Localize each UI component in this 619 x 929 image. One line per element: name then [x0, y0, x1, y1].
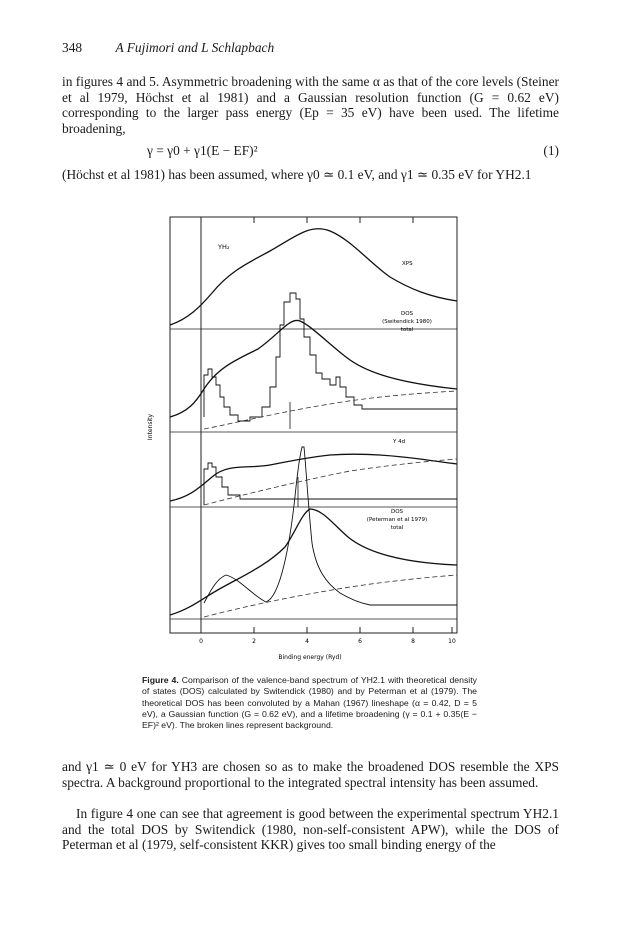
- x-tick-6: 6: [358, 638, 362, 645]
- y4d-histogram: [204, 463, 457, 505]
- paragraph-3: and γ1 ≃ 0 eV for YH3 are chosen so as to make the broadened DOS resemble the XPS spectra. A background proportional to the integrated spectral intensity has been assumed.: [62, 759, 559, 790]
- x-tick-0: 0: [199, 638, 203, 645]
- paragraph-1: in figures 4 and 5. Asymmetric broadening with the same α as that of the core levels (Steiner et al 1979, Höchst et al 1981) and a Gaussian resolution function (G = 0.62 eV) corresponding to the larger pass energy (Ep = 35 eV) have been used. The lifetime broadening,: [62, 74, 559, 136]
- paragraph-4: In figure 4 one can see that agreement is good between the experimental spectrum YH2.1 and the total DOS by Switendick (1980, non-self-consistent APW), while the DOS of Peterman et al (1979, self-consistent KKR) gives too small binding energy of the: [62, 806, 559, 853]
- equation-1: [62, 143, 559, 159]
- x-tick-2: 2: [252, 638, 256, 645]
- running-authors: A Fujimori and L Schlapbach: [115, 40, 275, 55]
- x-tick-4: 4: [305, 638, 309, 645]
- label-y4d: Y 4d: [393, 439, 406, 445]
- figure-caption: [142, 675, 477, 731]
- label-xps: XPS: [402, 261, 413, 267]
- caption-text: Comparison of the valence-band spectrum of YH2.1 with theoretical density of states (DOS) calculated by Switendick (1980) and by Peterman et al (1979). The theoretical DOS has been convoluted by a Mahan (1967) lineshape (α = 0.42, D = 5 eV), a Gaussian function (G = 0.62 eV), and a lifetime broadening (γ = 0.1 + 0.35(E − EF)² eV). The broken lines represent background.: [142, 675, 477, 731]
- x-axis-label: Binding energy (Ryd): [278, 654, 342, 661]
- top-ticks: [201, 217, 413, 223]
- y-axis-label: Intensity: [147, 413, 154, 441]
- y4d-broadened: [170, 454, 457, 501]
- background-dashed-1: [204, 391, 457, 429]
- label-dos-peterman-1: DOS: [390, 509, 404, 515]
- dos-peterman-broadened: [170, 509, 457, 615]
- paragraph-2: (Höchst et al 1981) has been assumed, where γ0 ≃ 0.1 eV, and γ1 ≃ 0.35 eV for YH2.1: [62, 167, 532, 182]
- equation-formula: γ = γ0 + γ1(E − EF)²: [147, 143, 258, 158]
- label-dos-switendick-3: total: [400, 327, 414, 333]
- label-dos-switendick-1: DOS: [400, 311, 414, 317]
- label-dos-peterman-3: total: [390, 525, 404, 531]
- x-tick-10: 10: [448, 638, 456, 645]
- label-dos-peterman-2: (Peterman et al 1979): [366, 517, 428, 523]
- figure-4: [130, 207, 480, 667]
- dos-switendick-broadened: [170, 320, 457, 417]
- x-tick-labels: [199, 638, 456, 645]
- background-dashed-2: [204, 459, 457, 505]
- equation-number: (1): [543, 143, 559, 158]
- baselines: [170, 329, 457, 619]
- caption-title: Figure 4.: [142, 675, 179, 685]
- page-number: 348: [62, 40, 83, 55]
- dos-peterman-histogram: [204, 447, 457, 605]
- background-dashed-3: [204, 575, 457, 617]
- label-dos-switendick-2: (Switendick 1980): [382, 319, 432, 325]
- bottom-ticks: [201, 627, 452, 633]
- plot-frame: [170, 217, 457, 633]
- x-tick-8: 8: [411, 638, 415, 645]
- label-sample: YH₂: [218, 243, 230, 251]
- page-header: [62, 40, 562, 56]
- xps-curve: [170, 229, 457, 325]
- figure-4-plot: [130, 207, 480, 667]
